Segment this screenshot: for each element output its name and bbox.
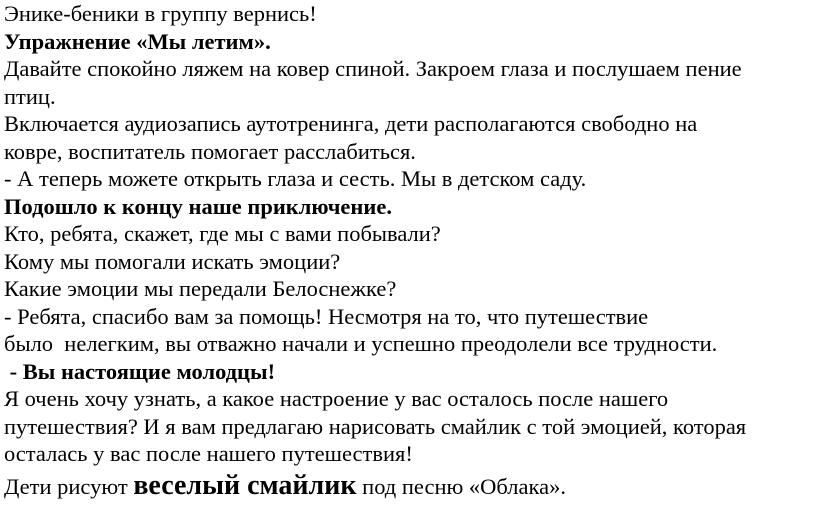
text-line: осталась у вас после нашего путешествия! (4, 441, 413, 466)
section-heading: Подошло к концу наше приключение. (4, 193, 392, 219)
text-line: Какие эмоции мы передали Белоснежке? (4, 276, 397, 301)
text-line: - А теперь можете открыть глаза и сесть. Мы в детском саду. (4, 166, 587, 191)
final-line (4, 471, 814, 502)
text-line: Давайте спокойно ляжем на ковер спиной. Закроем глаза и послушаем пение (4, 56, 742, 81)
text-line: Включается аудиозапись аутотренинга, дети располагаются свободно на (4, 111, 698, 136)
text-line: Кто, ребята, скажет, где мы с вами побывали? (4, 221, 441, 246)
text-line: птиц. (4, 83, 56, 109)
text-line: было нелегким, вы отважно начали и успешно преодолели все трудности. (4, 331, 718, 356)
final-line-start: Дети рисуют (4, 473, 134, 499)
praise-line: - Вы настоящие молодцы! (4, 358, 276, 384)
final-line-emphasis: веселый смайлик (133, 469, 357, 501)
text-line: Энике-беники в группу вернись! (4, 1, 317, 26)
final-line-end: под песню «Облака». (356, 473, 566, 499)
document-page (4, 0, 814, 502)
text-line: - Ребята, спасибо вам за помощь! Несмотря на то, что путешествие (4, 303, 649, 329)
text-line: ковре, воспитатель помогает расслабиться. (4, 138, 416, 164)
text-line: путешествия? И я вам предлагаю нарисовать смайлик с той эмоцией, которая (4, 413, 747, 439)
text-line: Я очень хочу узнать, а какое настроение у вас осталось после нашего (4, 386, 669, 411)
exercise-heading: Упражнение «Мы летим». (4, 28, 271, 54)
text-line: Кому мы помогали искать эмоции? (4, 248, 341, 274)
